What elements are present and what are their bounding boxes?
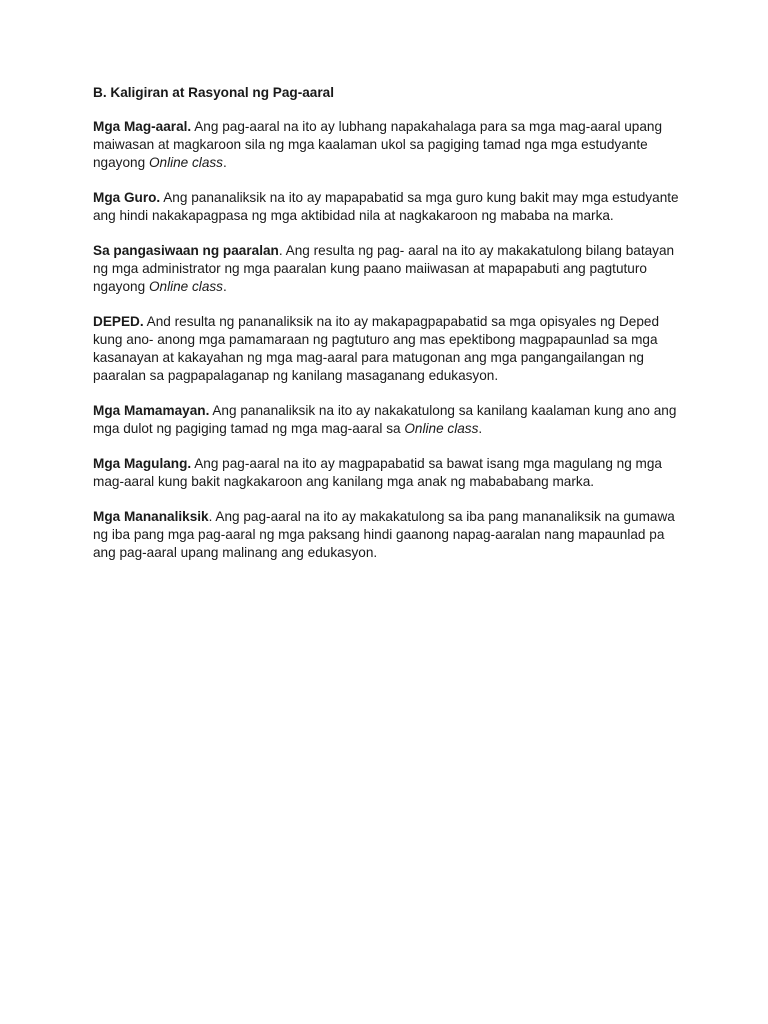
paragraph-tail: . — [222, 155, 227, 170]
paragraph-lead: Mga Magulang. — [93, 456, 192, 471]
paragraph-deped — [93, 313, 688, 385]
paragraph-lead: Mga Mananaliksik — [93, 509, 209, 524]
paragraph-lead: Mga Mag-aaral. — [93, 119, 192, 134]
paragraph-mga-mamamayan — [93, 402, 688, 438]
paragraph-tail: . — [222, 279, 227, 294]
paragraph-lead: Sa pangasiwaan ng paaralan — [93, 243, 279, 258]
paragraph-text: . Ang resulta ng pag- aaral na ito ay makakatulong bilang batayan ng mga administrator ng mga paaralan kung paano maiiwasan at mapapabuti ang pagtuturo ngayong — [93, 243, 675, 294]
paragraph-mga-mag-aaral — [93, 118, 688, 172]
document-page — [93, 84, 688, 579]
paragraph-emphasis: Online class — [148, 155, 223, 170]
section-heading: B. Kaligiran at Rasyonal ng Pag-aaral — [93, 85, 334, 100]
paragraph-text: Ang pag-aaral na ito ay lubhang napakahalaga para sa mga mag-aaral upang maiwasan at magkaroon sila ng mga kaalaman ukol sa pagiging tamad nga mga estudyante ngayong — [93, 119, 663, 170]
paragraph-emphasis: Online class — [148, 279, 223, 294]
paragraph-text: Ang pag-aaral na ito ay magpapabatid sa bawat isang mga magulang ng mga mag-aaral kung bakit nagkakaroon ang kanilang mga anak ng mabababang marka. — [93, 456, 662, 489]
paragraph-tail: . — [478, 421, 483, 436]
paragraph-lead: Mga Guro. — [93, 190, 161, 205]
paragraph-pangasiwaan — [93, 242, 688, 296]
paragraph-mga-magulang — [93, 455, 688, 491]
paragraph-mga-guro — [93, 189, 688, 225]
paragraph-text: Ang pananaliksik na ito ay mapapabatid sa mga guro kung bakit may mga estudyante ang hindi nakakapagpasa ng mga aktibidad nila at nagkakaroon ng mababa na marka. — [93, 190, 679, 223]
paragraph-lead: DEPED. — [93, 314, 144, 329]
paragraph-emphasis: Online class — [404, 421, 479, 436]
paragraph-lead: Mga Mamamayan. — [93, 403, 210, 418]
paragraph-text: And resulta ng pananaliksik na ito ay makapagpapabatid sa mga opisyales ng Deped kung ano- anong mga pamamaraan ng pagtuturo ang mas epektibong magpapaunlad sa mga kasanayan at kakayahan ng mga mag-aaral para matugonan ang mga pangangailangan ng paaralan sa pagpapalaganap ng kanilang masaganang edukasyon. — [93, 314, 660, 383]
paragraph-mga-mananaliksik — [93, 508, 688, 562]
paragraph-text: . Ang pag-aaral na ito ay makakatulong sa iba pang mananaliksik na gumawa ng iba pang mga pag-aaral ng mga paksang hindi gaanong napag-aaralan nang mapaunlad pa ang pag-aaral upang malinang ang edukasyon. — [93, 509, 675, 560]
paragraph-text: Ang pananaliksik na ito ay nakakatulong sa kanilang kaalaman kung ano ang mga dulot ng pagiging tamad ng mga mag-aaral sa — [93, 403, 677, 436]
